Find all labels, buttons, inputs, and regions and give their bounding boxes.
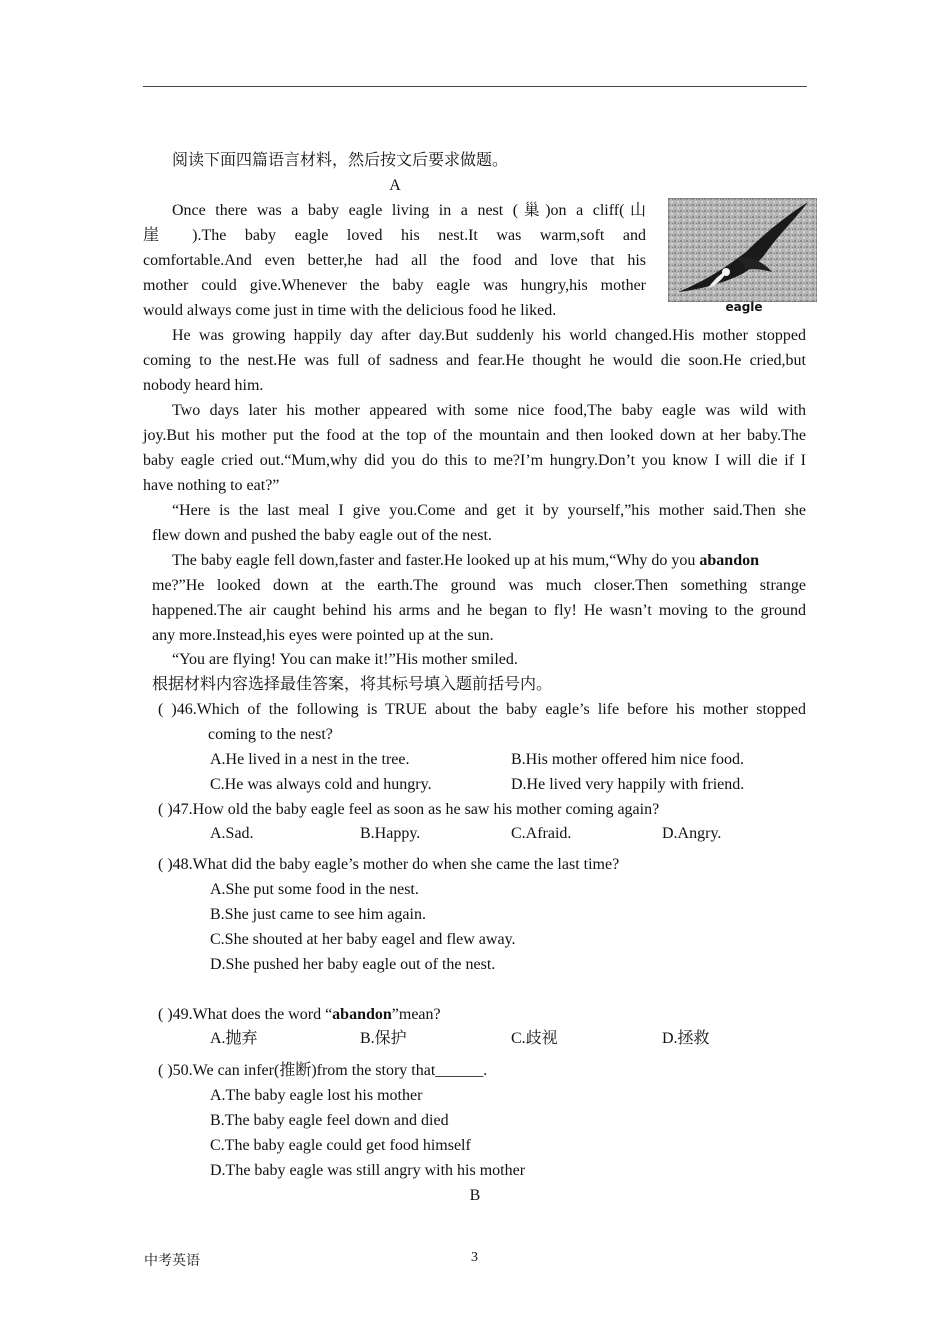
question-50-option-a: A.The baby eagle lost his mother [210, 1087, 423, 1104]
passage-line: happened.The air caught behind his arms and he began to fly! He wasn’t moving to the ground [152, 602, 806, 619]
question-49-option-d: D.拯救 [662, 1030, 710, 1047]
passage-line: He was growing happily day after day.But suddenly his world changed.His mother stopped [172, 327, 806, 344]
passage-line: coming to the nest.He was full of sadness and fear.He thought he would die soon.He cried,but [143, 352, 806, 369]
question-49-stem-post: ”mean? [391, 1006, 441, 1023]
question-46-stem: ( )46.Which of the following is TRUE about the baby eagle’s life before his mother stopped [158, 701, 806, 718]
passage-text: The baby eagle fell down,faster and faster.He looked up at his mum,“Why do you [172, 552, 700, 569]
question-50-option-d: D.The baby eagle was still angry with his mother [210, 1162, 526, 1179]
passage-line: Once there was a baby eagle living in a nest (巢)on a cliff(山 [172, 202, 646, 219]
question-48-option-b: B.She just came to see him again. [210, 906, 426, 923]
page-number: 3 [471, 1250, 478, 1265]
passage-line: nobody heard him. [143, 377, 264, 394]
question-46-option-d: D.He lived very happily with friend. [511, 776, 745, 793]
passage-line: “You are flying! You can make it!”His mother smiled. [172, 651, 518, 668]
eagle-image [668, 198, 817, 302]
header-rule [143, 86, 807, 87]
passage-line: me?”He looked down at the earth.The ground was much closer.Then something strange [152, 577, 806, 594]
passage-line: baby eagle cried out.“Mum,why did you do this to me?I’m hungry.Don’t you know I will die if I [143, 452, 806, 469]
question-50-stem: ( )50.We can infer(推断)from the story that______. [158, 1062, 488, 1079]
question-47-option-d: D.Angry. [662, 825, 722, 842]
question-47-option-a: A.Sad. [210, 825, 254, 842]
question-instruction: 根据材料内容选择最佳答案，将其标号填入题前括号内。 [152, 676, 553, 693]
passage-line: would always come just in time with the delicious food he liked. [143, 302, 557, 319]
passage-line: “Here is the last meal I give you.Come and get it by yourself,”his mother said.Then she [172, 502, 806, 519]
question-48-stem: ( )48.What did the baby eagle’s mother do when she came the last time? [158, 856, 620, 873]
question-46-stem-cont: coming to the nest? [208, 726, 333, 743]
question-47-option-c: C.Afraid. [511, 825, 572, 842]
question-48-option-c: C.She shouted at her baby eagel and flew away. [210, 931, 516, 948]
question-49-option-b: B.保护 [360, 1030, 407, 1047]
question-49-keyword: abandon [332, 1006, 392, 1023]
section-a-heading: A [389, 177, 401, 194]
question-47-stem: ( )47.How old the baby eagle feel as soon as he saw his mother coming again? [158, 801, 660, 818]
question-50-option-b: B.The baby eagle feel down and died [210, 1112, 449, 1129]
passage-line: flew down and pushed the baby eagle out of the nest. [152, 527, 492, 544]
passage-line: 崖 ).The baby eagle loved his nest.It was warm,soft and [143, 227, 646, 244]
question-46-option-b: B.His mother offered him nice food. [511, 751, 744, 768]
question-46-option-a: A.He lived in a nest in the tree. [210, 751, 410, 768]
question-47-option-b: B.Happy. [360, 825, 421, 842]
passage-line: any more.Instead,his eyes were pointed up at the sun. [152, 627, 494, 644]
passage-line: Two days later his mother appeared with some nice food,The baby eagle was wild with [172, 402, 806, 419]
question-48-option-d: D.She pushed her baby eagle out of the nest. [210, 956, 496, 973]
section-b-heading: B [469, 1187, 481, 1204]
passage-line: mother could give.Whenever the baby eagle was hungry,his mother [143, 277, 646, 294]
passage-line: joy.But his mother put the food at the top of the mountain and then looked down at her baby.The [143, 427, 806, 444]
question-49-stem [158, 1002, 441, 1027]
question-48-option-a: A.She put some food in the nest. [210, 881, 419, 898]
passage-line: comfortable.And even better,he had all the food and love that his [143, 252, 646, 269]
figure-caption: eagle [725, 300, 763, 314]
question-49-option-c: C.歧视 [511, 1030, 558, 1047]
question-49-option-a: A.抛弃 [210, 1030, 258, 1047]
passage-line: have nothing to eat?” [143, 477, 280, 494]
intro-instruction: 阅读下面四篇语言材料，然后按文后要求做题。 [172, 152, 509, 169]
footer-label: 中考英语 [144, 1254, 200, 1269]
question-46-option-c: C.He was always cold and hungry. [210, 776, 432, 793]
passage-keyword-abandon: abandon [699, 552, 759, 569]
question-49-stem-pre: ( )49.What does the word “ [158, 1006, 333, 1023]
passage-line [172, 548, 759, 573]
question-50-option-c: C.The baby eagle could get food himself [210, 1137, 471, 1154]
